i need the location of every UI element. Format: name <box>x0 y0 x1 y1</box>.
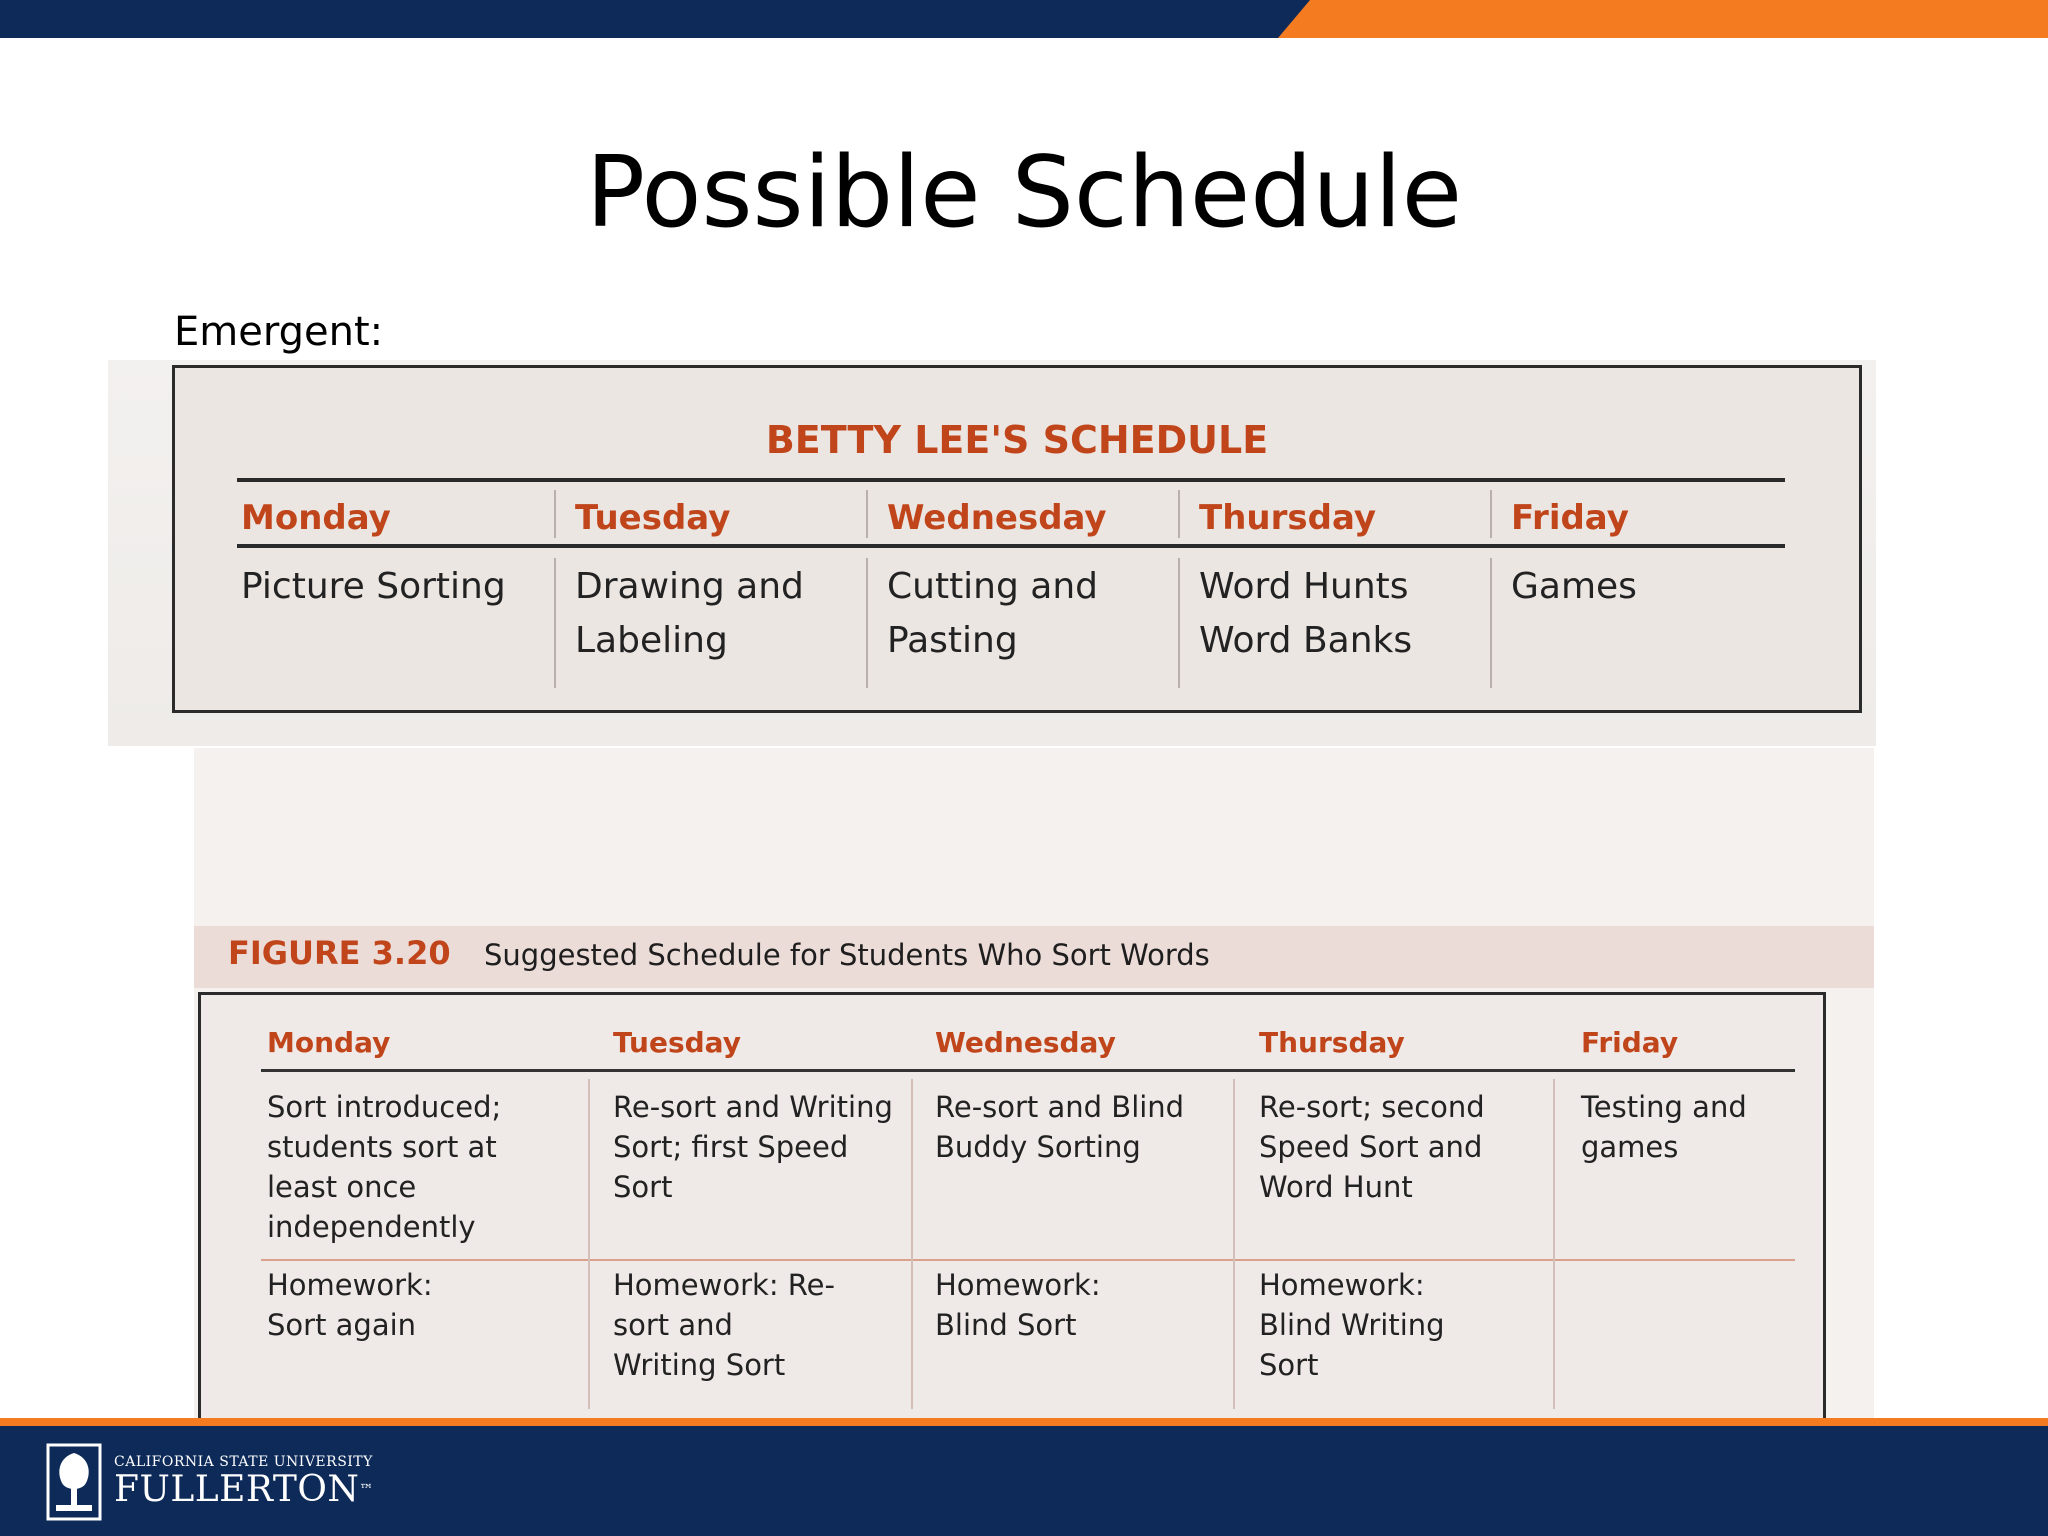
column-divider <box>554 490 556 538</box>
schedule-column-monday <box>267 1023 567 1345</box>
day-header: Tuesday <box>575 498 731 538</box>
homework-cell: Homework: Sort again <box>267 1268 433 1342</box>
column-divider <box>588 1079 590 1409</box>
figure-caption: Suggested Schedule for Students Who Sort Words <box>484 938 1210 972</box>
activity-cell: Picture Sorting <box>241 566 506 607</box>
schedule-column-monday <box>237 486 549 614</box>
logo-wordmark <box>114 1454 374 1510</box>
classwork-cell: Sort introduced; students sort at least once independently <box>267 1090 502 1244</box>
activity-cell: Drawing and Labeling <box>575 566 804 661</box>
day-header: Wednesday <box>935 1026 1116 1059</box>
schedule-column-wednesday <box>883 486 1195 668</box>
day-header: Friday <box>1581 1026 1679 1059</box>
schedule-column-friday <box>1581 1023 1801 1265</box>
logo-university-big <box>114 1470 374 1510</box>
homework-cell: Homework: Blind Writing Sort <box>1259 1268 1445 1382</box>
footer-accent-rule <box>0 1418 2048 1426</box>
classwork-cell: Testing and games <box>1581 1090 1747 1164</box>
logo-university-small: CALIFORNIA STATE UNIVERSITY <box>114 1454 373 1470</box>
column-divider <box>1553 1079 1555 1409</box>
trademark-mark: ™ <box>359 1482 374 1498</box>
activity-cell: Cutting and Pasting <box>887 566 1099 661</box>
day-header: Wednesday <box>887 498 1107 538</box>
schedule-column-tuesday <box>613 1023 913 1385</box>
day-header: Monday <box>241 498 391 538</box>
suggested-schedule-table <box>198 992 1826 1438</box>
homework-cell: Homework: Re-sort and Writing Sort <box>613 1268 835 1382</box>
day-header: Friday <box>1511 498 1629 538</box>
classwork-cell: Re-sort and Blind Buddy Sorting <box>935 1090 1185 1164</box>
university-seal-icon <box>46 1443 102 1521</box>
schedule-column-thursday <box>1259 1023 1549 1385</box>
schedule-column-thursday <box>1195 486 1507 668</box>
schedule-column-tuesday <box>571 486 883 668</box>
classwork-cell: Re-sort; second Speed Sort and Word Hunt <box>1259 1090 1485 1204</box>
top-banner-accent <box>1278 0 2048 38</box>
schedule-column-friday <box>1507 486 1819 614</box>
emergent-label: Emergent: <box>174 309 384 355</box>
day-header: Thursday <box>1199 498 1377 538</box>
column-divider <box>554 558 556 688</box>
header-top-rule <box>237 478 1785 482</box>
figure-label: FIGURE 3.20 <box>228 934 451 972</box>
day-header: Tuesday <box>613 1026 741 1059</box>
day-header: Monday <box>267 1026 391 1059</box>
classwork-cell: Re-sort and Writing Sort; first Speed Sort <box>613 1090 893 1204</box>
schedule-column-wednesday <box>935 1023 1225 1345</box>
table-title: BETTY LEE'S SCHEDULE <box>765 418 1269 462</box>
activity-cell: Word Hunts Word Banks <box>1199 566 1413 661</box>
activity-cell: Games <box>1511 566 1637 607</box>
betty-lee-schedule-table <box>172 365 1862 713</box>
university-logo <box>46 1442 374 1522</box>
column-divider <box>1233 1079 1235 1409</box>
logo-university-name: FULLERTON <box>114 1469 360 1510</box>
slide-title: Possible Schedule <box>585 136 1463 250</box>
day-header: Thursday <box>1259 1026 1405 1059</box>
homework-cell: Homework: Blind Sort <box>935 1268 1101 1342</box>
